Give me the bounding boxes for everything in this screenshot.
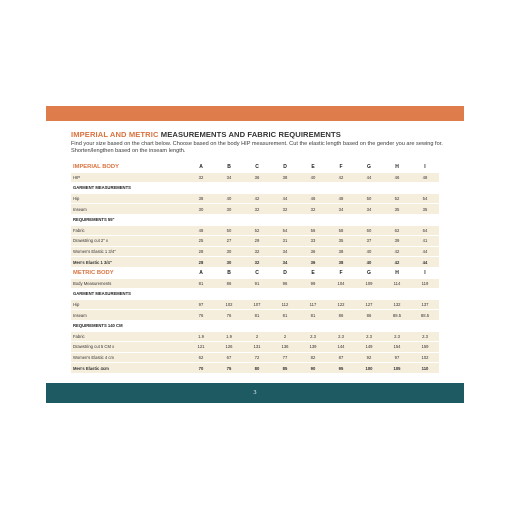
table-subheading xyxy=(71,320,439,331)
table-cell: 95 xyxy=(327,363,355,374)
page-title xyxy=(71,130,446,139)
table-cell: 42 xyxy=(383,257,411,268)
table-cell: 1.9 xyxy=(215,331,243,342)
table-cell: F xyxy=(327,162,355,172)
size-table xyxy=(71,162,439,374)
row-label: REQUIREMENTS 140 CM xyxy=(71,320,439,331)
table-cell: 32 xyxy=(243,246,271,257)
table-cell: 64 xyxy=(411,225,439,236)
table-subheading xyxy=(71,214,439,225)
table-cell: 44 xyxy=(271,193,299,204)
table-cell: 30 xyxy=(215,204,243,215)
table-cell: 31 xyxy=(271,236,299,247)
table-cell: 97 xyxy=(383,352,411,363)
table-cell: 30 xyxy=(187,204,215,215)
table-subheading xyxy=(71,183,439,194)
table-cell: 42 xyxy=(243,193,271,204)
table-cell: 159 xyxy=(411,342,439,353)
table-cell: 54 xyxy=(411,193,439,204)
table-cell: 104 xyxy=(327,278,355,289)
table-cell: 56 xyxy=(299,225,327,236)
table-cell: 36 xyxy=(299,246,327,257)
table-cell: 88.5 xyxy=(411,310,439,321)
table-cell: 72 xyxy=(243,352,271,363)
table-cell: C xyxy=(243,267,271,278)
table-cell: 2 xyxy=(271,331,299,342)
table-cell: 2.3 xyxy=(299,331,327,342)
table-cell: 30 xyxy=(215,246,243,257)
table-cell: D xyxy=(271,162,299,172)
table-cell: 92 xyxy=(355,352,383,363)
table-cell: 54 xyxy=(271,225,299,236)
table-cell: E xyxy=(299,267,327,278)
table-subheading xyxy=(71,289,439,300)
document-page xyxy=(46,106,464,403)
table-cell: 109 xyxy=(355,278,383,289)
table-cell: 32 xyxy=(187,172,215,183)
table-cell: 90 xyxy=(299,363,327,374)
table-cell: 38 xyxy=(271,172,299,183)
table-cell: 107 xyxy=(243,299,271,310)
table-cell: 35 xyxy=(383,204,411,215)
table-cell: 38 xyxy=(327,246,355,257)
table-cell: 75 xyxy=(215,363,243,374)
title-accent: IMPERIAL AND METRIC xyxy=(71,130,159,139)
table-row xyxy=(71,204,439,215)
table-cell: 42 xyxy=(383,246,411,257)
table-cell: 37 xyxy=(355,236,383,247)
table-cell: 119 xyxy=(411,278,439,289)
table-cell: A xyxy=(187,267,215,278)
table-cell: G xyxy=(355,267,383,278)
table-cell: 110 xyxy=(411,363,439,374)
table-cell: E xyxy=(299,162,327,172)
table-cell: 48 xyxy=(327,193,355,204)
table-section-title xyxy=(71,162,439,172)
table-cell: 80 xyxy=(243,363,271,374)
table-cell: B xyxy=(215,162,243,172)
table-cell: 42 xyxy=(327,172,355,183)
row-label: Inseam xyxy=(71,310,187,321)
size-chart xyxy=(71,162,439,374)
table-row xyxy=(71,193,439,204)
table-cell: 87 xyxy=(327,352,355,363)
table-cell: 25 xyxy=(187,236,215,247)
table-cell: 28 xyxy=(187,257,215,268)
table-row xyxy=(71,172,439,183)
table-cell: 137 xyxy=(411,299,439,310)
table-cell: 40 xyxy=(215,193,243,204)
table-cell: 88.5 xyxy=(383,310,411,321)
table-section-title xyxy=(71,267,439,278)
table-cell: 85 xyxy=(271,363,299,374)
table-cell: 154 xyxy=(383,342,411,353)
table-cell: G xyxy=(355,162,383,172)
table-cell: 81 xyxy=(243,310,271,321)
row-label: GARMENT MEASUREMENTS xyxy=(71,183,439,194)
table-cell: 44 xyxy=(411,246,439,257)
table-cell: C xyxy=(243,162,271,172)
table-cell: 36 xyxy=(243,172,271,183)
table-cell: 36 xyxy=(299,257,327,268)
table-cell: 1.9 xyxy=(187,331,215,342)
table-cell: 96 xyxy=(271,278,299,289)
top-accent-bar xyxy=(46,106,464,121)
table-cell: 46 xyxy=(383,172,411,183)
table-row xyxy=(71,257,439,268)
table-cell: 50 xyxy=(355,193,383,204)
row-label: Drawstring cut 2" x xyxy=(71,236,187,247)
table-cell: 40 xyxy=(355,246,383,257)
table-row xyxy=(71,342,439,353)
row-label: IMPERIAL BODY xyxy=(71,162,187,172)
table-cell: 121 xyxy=(187,342,215,353)
table-row xyxy=(71,331,439,342)
table-cell: D xyxy=(271,267,299,278)
table-cell: 34 xyxy=(271,246,299,257)
table-cell: 81 xyxy=(299,310,327,321)
row-label: Men's Elastic 4cm xyxy=(71,363,187,374)
table-cell: 62 xyxy=(383,225,411,236)
table-cell: 132 xyxy=(383,299,411,310)
table-cell: 40 xyxy=(355,257,383,268)
table-row xyxy=(71,278,439,289)
title-rest: MEASUREMENTS AND FABRIC REQUIREMENTS xyxy=(160,130,341,139)
table-cell: 40 xyxy=(299,172,327,183)
table-cell: 29 xyxy=(243,236,271,247)
table-cell: 122 xyxy=(327,299,355,310)
table-cell: 2 xyxy=(243,331,271,342)
table-cell: 149 xyxy=(355,342,383,353)
table-cell: 100 xyxy=(355,363,383,374)
table-cell: 2.3 xyxy=(383,331,411,342)
table-cell: 126 xyxy=(215,342,243,353)
table-cell: 35 xyxy=(327,236,355,247)
table-cell: 39 xyxy=(383,236,411,247)
row-label: GARMENT MEASUREMENTS xyxy=(71,289,439,300)
table-cell: 76 xyxy=(215,310,243,321)
table-row xyxy=(71,299,439,310)
table-cell: A xyxy=(187,162,215,172)
table-cell: 32 xyxy=(299,204,327,215)
table-cell: 38 xyxy=(187,193,215,204)
table-cell: 117 xyxy=(299,299,327,310)
table-cell: 52 xyxy=(243,225,271,236)
table-cell: 102 xyxy=(411,352,439,363)
table-cell: 34 xyxy=(355,204,383,215)
row-label: REQUIREMENTS 55" xyxy=(71,214,439,225)
table-cell: 82 xyxy=(299,352,327,363)
table-row xyxy=(71,310,439,321)
table-cell: 131 xyxy=(243,342,271,353)
table-cell: 34 xyxy=(215,172,243,183)
table-cell: 60 xyxy=(355,225,383,236)
row-label: Hip xyxy=(71,299,187,310)
table-cell: 2.3 xyxy=(327,331,355,342)
table-cell: 86 xyxy=(215,278,243,289)
table-cell: 33 xyxy=(299,236,327,247)
row-label: Fabric xyxy=(71,331,187,342)
table-cell: 105 xyxy=(383,363,411,374)
table-cell: 81 xyxy=(271,310,299,321)
table-cell: 52 xyxy=(383,193,411,204)
table-cell: 144 xyxy=(327,342,355,353)
row-label: HIP xyxy=(71,172,187,183)
table-cell: B xyxy=(215,267,243,278)
table-cell: 99 xyxy=(299,278,327,289)
table-row xyxy=(71,246,439,257)
page-number: 3 xyxy=(253,390,257,396)
table-cell: 41 xyxy=(411,236,439,247)
table-cell: 112 xyxy=(271,299,299,310)
table-cell: H xyxy=(383,162,411,172)
table-cell: I xyxy=(411,267,439,278)
intro-paragraph: Find your size based on the chart below. Choose based on the body HIP measurement. Cut the elastic length based on the gender you are sewing for. Shorten/lengthen based on the inseam length. xyxy=(71,141,443,155)
table-cell: 32 xyxy=(271,204,299,215)
table-cell: 2.3 xyxy=(411,331,439,342)
table-cell: 91 xyxy=(243,278,271,289)
table-cell: 27 xyxy=(215,236,243,247)
table-cell: 97 xyxy=(187,299,215,310)
table-cell: 35 xyxy=(411,204,439,215)
row-label: Drawstring cut 5 CM x xyxy=(71,342,187,353)
row-label: METRIC BODY xyxy=(71,267,187,278)
table-cell: 44 xyxy=(355,172,383,183)
table-cell: H xyxy=(383,267,411,278)
table-cell: 86 xyxy=(327,310,355,321)
table-cell: 102 xyxy=(215,299,243,310)
table-cell: 48 xyxy=(187,225,215,236)
table-cell: 2.3 xyxy=(355,331,383,342)
table-cell: I xyxy=(411,162,439,172)
table-cell: 44 xyxy=(411,257,439,268)
table-cell: 48 xyxy=(411,172,439,183)
row-label: Women's Elastic 4 cm xyxy=(71,352,187,363)
table-cell: 30 xyxy=(215,257,243,268)
table-row xyxy=(71,236,439,247)
table-row xyxy=(71,352,439,363)
table-row xyxy=(71,363,439,374)
table-cell: 127 xyxy=(355,299,383,310)
row-label: Men's Elastic 1 3/4" xyxy=(71,257,187,268)
table-cell: 58 xyxy=(327,225,355,236)
table-cell: 67 xyxy=(215,352,243,363)
table-cell: 38 xyxy=(327,257,355,268)
row-label: Women's Elastic 1 3/4" xyxy=(71,246,187,257)
table-cell: 46 xyxy=(299,193,327,204)
table-cell: F xyxy=(327,267,355,278)
table-row xyxy=(71,225,439,236)
row-label: Fabric xyxy=(71,225,187,236)
table-cell: 136 xyxy=(271,342,299,353)
table-cell: 114 xyxy=(383,278,411,289)
table-cell: 139 xyxy=(299,342,327,353)
row-label: Hip xyxy=(71,193,187,204)
table-cell: 62 xyxy=(187,352,215,363)
table-cell: 32 xyxy=(243,257,271,268)
table-cell: 76 xyxy=(187,310,215,321)
table-cell: 28 xyxy=(187,246,215,257)
table-cell: 81 xyxy=(187,278,215,289)
table-cell: 70 xyxy=(187,363,215,374)
table-cell: 86 xyxy=(355,310,383,321)
row-label: Inseam xyxy=(71,204,187,215)
table-cell: 50 xyxy=(215,225,243,236)
row-label: Body Measurements xyxy=(71,278,187,289)
table-cell: 77 xyxy=(271,352,299,363)
table-cell: 34 xyxy=(271,257,299,268)
table-cell: 32 xyxy=(243,204,271,215)
footer-bar xyxy=(46,383,464,403)
table-cell: 34 xyxy=(327,204,355,215)
